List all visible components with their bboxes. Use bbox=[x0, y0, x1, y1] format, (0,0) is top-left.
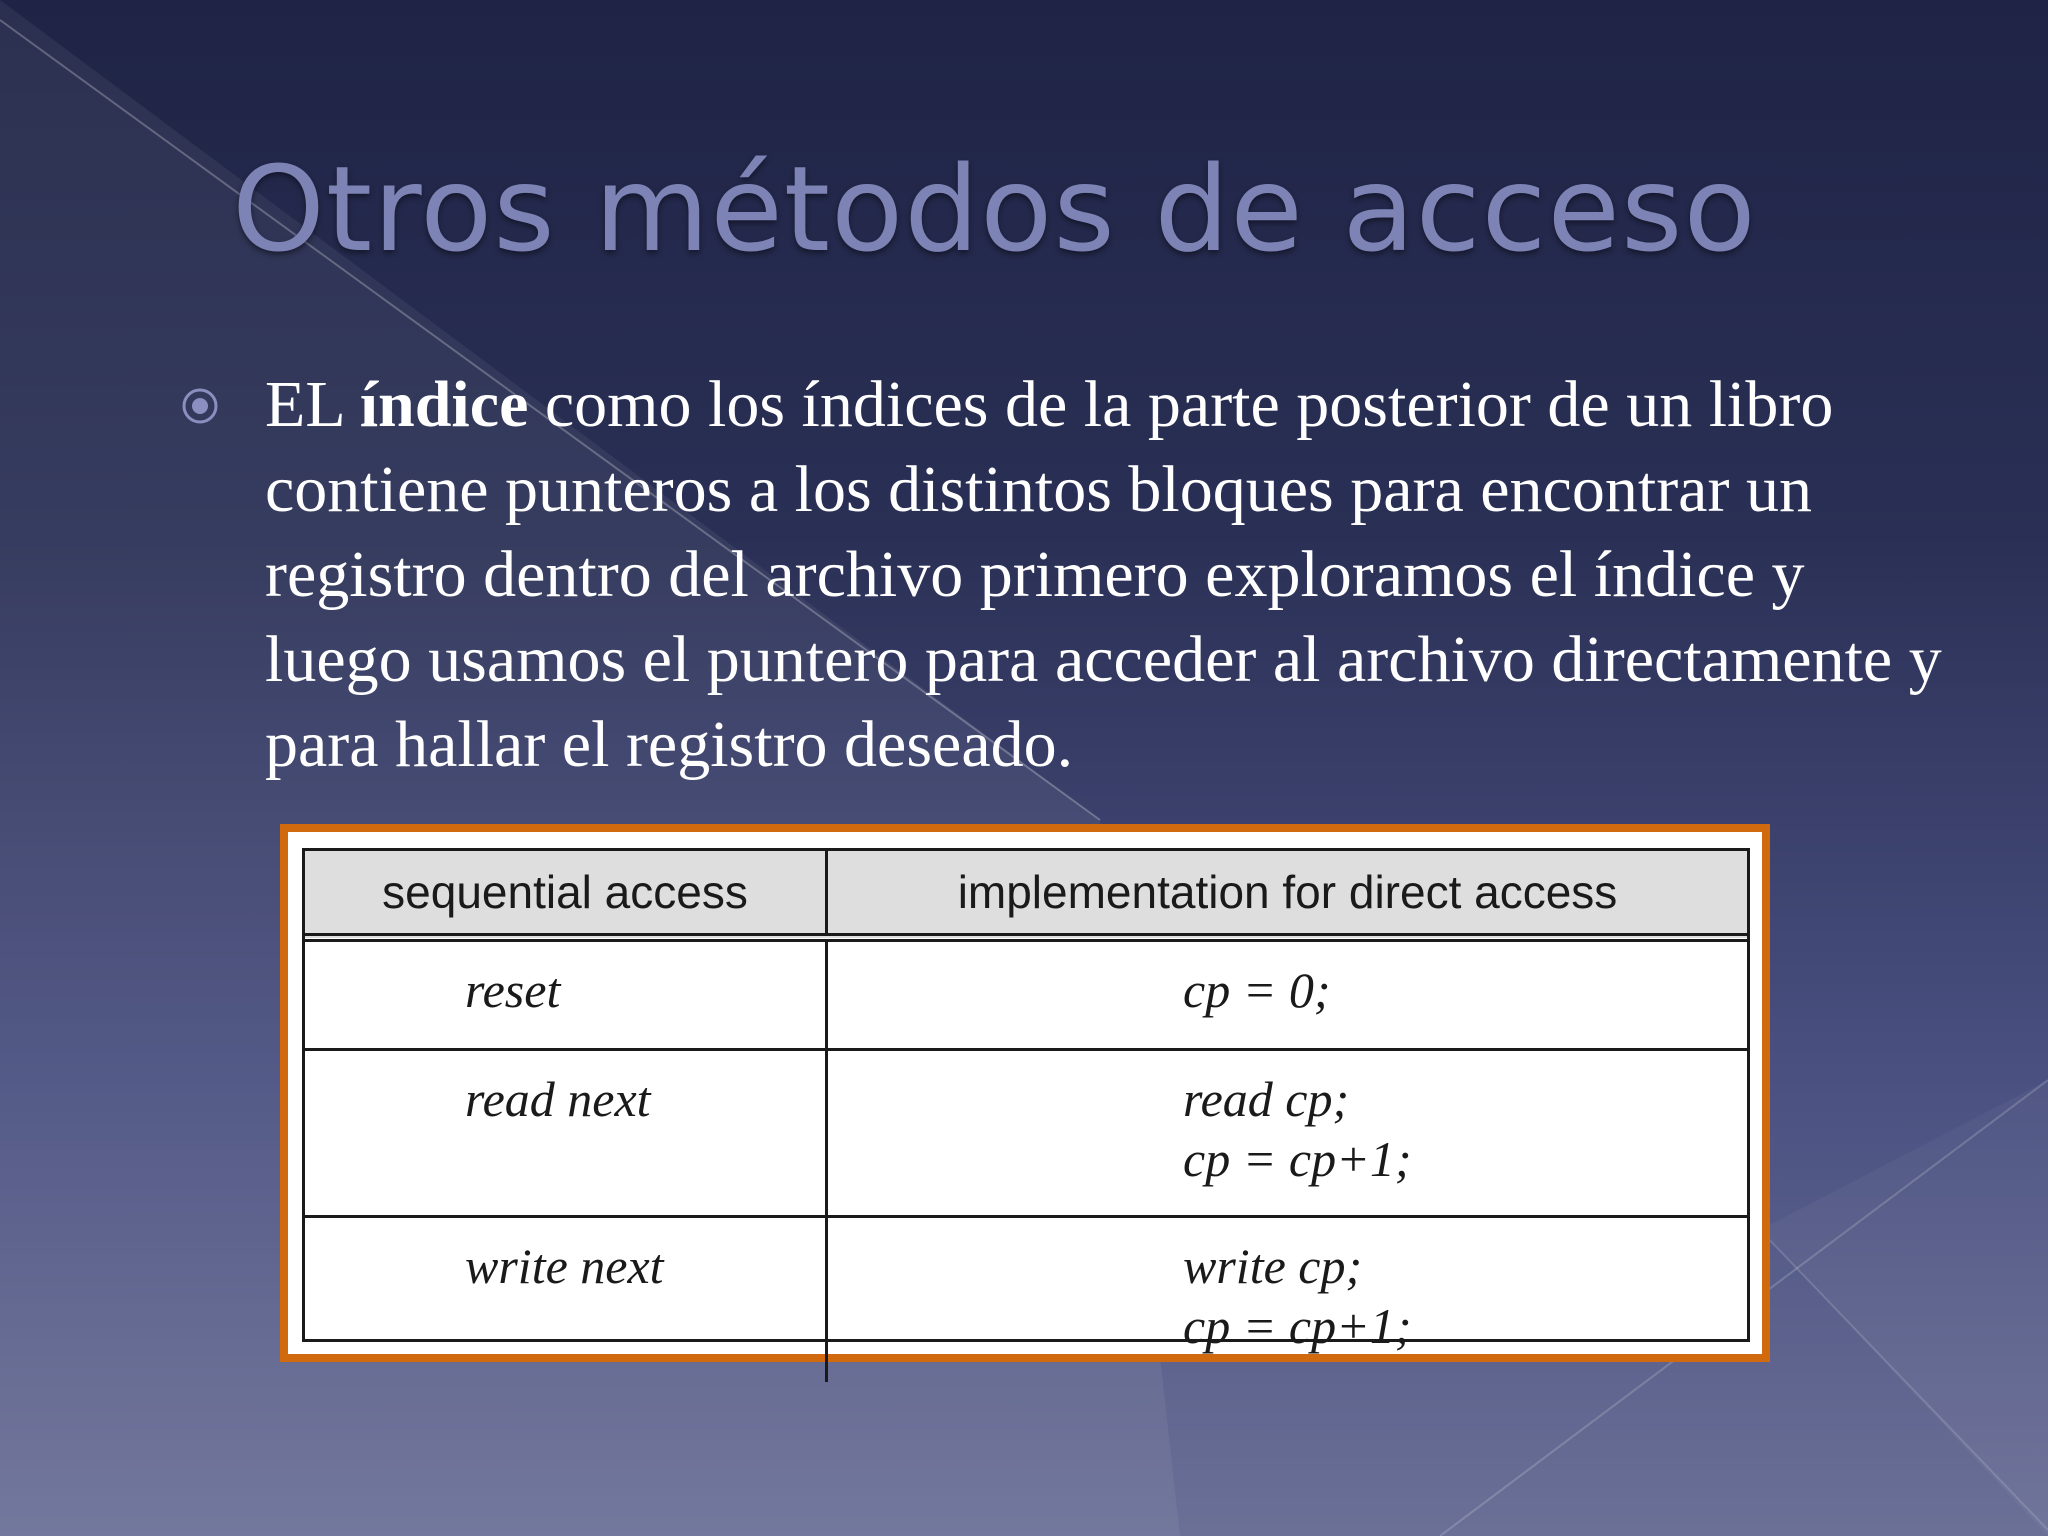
op-cell: write next bbox=[305, 1217, 827, 1383]
impl-line: read cp; bbox=[1183, 1071, 1350, 1127]
op-cell: reset bbox=[305, 938, 827, 1050]
bullet-bold-term: índice bbox=[359, 368, 529, 441]
table-row bbox=[305, 1050, 1747, 1217]
table-header-row bbox=[305, 851, 1747, 938]
impl-cell bbox=[827, 1217, 1748, 1383]
impl-cell bbox=[827, 1050, 1748, 1217]
access-methods-table bbox=[305, 851, 1747, 1382]
access-table-container bbox=[302, 848, 1750, 1354]
op-cell: read next bbox=[305, 1050, 827, 1217]
circle-bullet-icon bbox=[180, 386, 220, 426]
slide-title: Otros métodos de acceso bbox=[232, 140, 1757, 278]
header-direct-access: implementation for direct access bbox=[827, 851, 1748, 938]
table-row bbox=[305, 1217, 1747, 1383]
impl-line: write cp; bbox=[1183, 1238, 1363, 1294]
header-sequential-access: sequential access bbox=[305, 851, 827, 938]
table-frame bbox=[280, 824, 1770, 1362]
impl-line: cp = cp+1; bbox=[1183, 1131, 1412, 1187]
impl-line: cp = cp+1; bbox=[1183, 1298, 1412, 1354]
table-row bbox=[305, 938, 1747, 1050]
bullet-text bbox=[265, 362, 1945, 787]
impl-line: cp = 0; bbox=[1183, 962, 1331, 1018]
bullet-body: como los índices de la parte posterior de un libro contiene punteros a los distintos bloques para encontrar un registro dentro del archivo primero exploramos el índice y luego usamos el puntero para acceder al archivo directamente y para hallar el registro deseado. bbox=[265, 368, 1942, 781]
bullet-prefix: EL bbox=[265, 368, 344, 441]
impl-cell bbox=[827, 938, 1748, 1050]
